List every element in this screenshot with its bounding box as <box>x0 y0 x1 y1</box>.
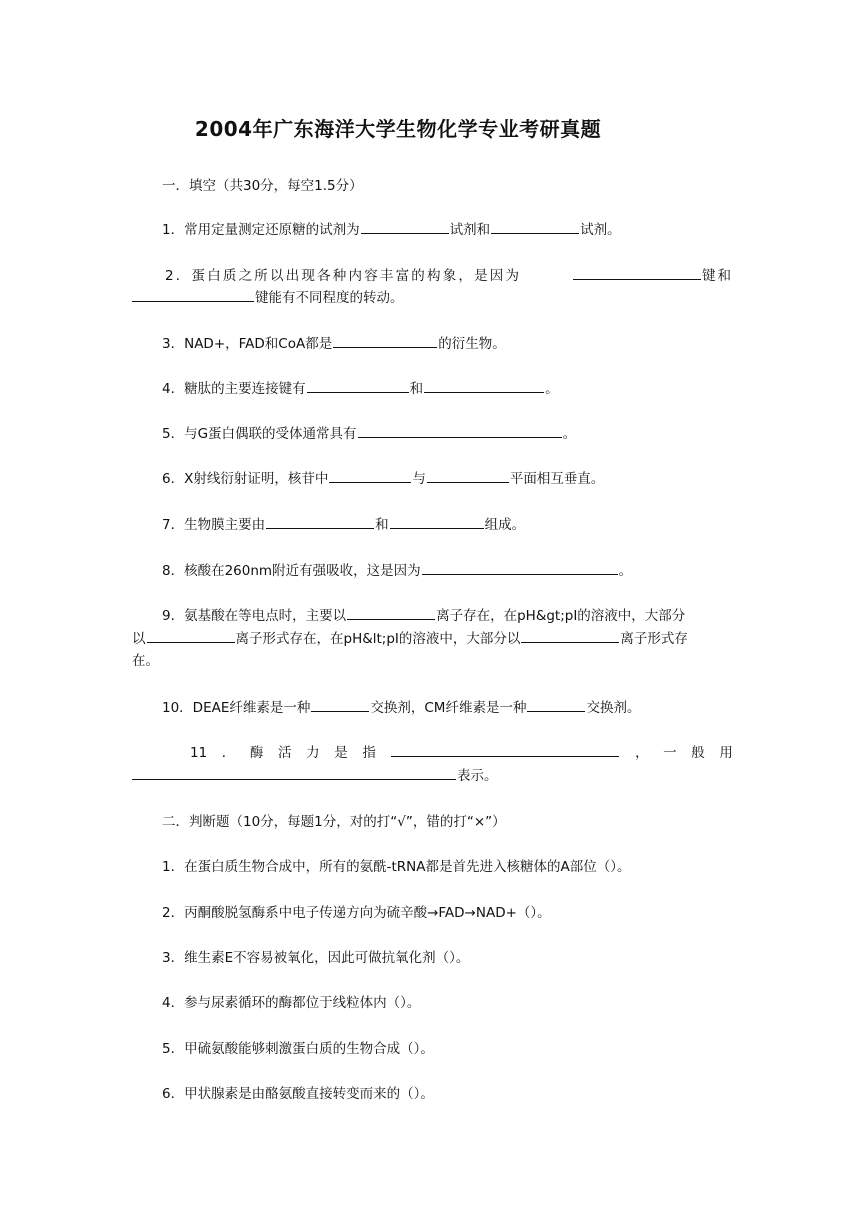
question-1-4 <box>132 378 763 400</box>
answer-blank <box>424 378 544 393</box>
section-2-header: 二．判断题（10分，每题1分，对的打“√”，错的打“×”） <box>162 814 506 830</box>
q11-word: 酶 <box>249 745 264 761</box>
q3-text-b: 的衍生物。 <box>438 336 506 352</box>
question-1-9 <box>132 605 733 627</box>
judge-item-5: 5．甲硫氨酸能够刺激蛋白质的生物合成（）。 <box>162 1041 434 1057</box>
q10-text-c: 交换剂。 <box>586 700 641 716</box>
q11-word: 一 <box>663 745 677 761</box>
q9-text-e: 离子形式存 <box>620 631 688 647</box>
q4-text-c: 。 <box>545 381 559 397</box>
answer-blank <box>527 697 585 712</box>
q8-text-a: 8．核酸在260nm附近有强吸收，这是因为 <box>162 563 421 579</box>
q6-text-a: 6．X射线衍射证明，核苷中 <box>162 471 329 487</box>
answer-blank <box>391 742 619 757</box>
answer-blank <box>573 265 701 280</box>
question-1-7 <box>132 514 763 536</box>
answer-blank <box>132 287 254 302</box>
question-1-11-cont <box>132 765 733 787</box>
judge-item-2: 2．丙酮酸脱氢酶系中电子传递方向为硫辛酸→FAD→NAD+（）。 <box>162 905 551 921</box>
q11-comma: ， <box>635 745 649 761</box>
judge-item-4: 4．参与尿素循环的酶都位于线粒体内（）。 <box>162 995 421 1011</box>
question-1-3 <box>132 333 763 355</box>
answer-blank <box>422 560 618 575</box>
answer-blank <box>329 468 411 483</box>
question-1-2 <box>132 265 733 287</box>
answer-blank <box>311 697 369 712</box>
q11-word: 指 <box>362 745 376 761</box>
q11-num: 11 <box>190 745 208 761</box>
q8-text-b: 。 <box>618 563 633 579</box>
q11-word: 力 <box>306 745 320 761</box>
question-1-9-cont <box>132 628 733 650</box>
answer-blank <box>307 378 409 393</box>
answer-blank <box>147 628 235 643</box>
q11-text-end: 表示。 <box>457 768 498 784</box>
judge-item-6: 6．甲状腺素是由酪氨酸直接转变而来的（）。 <box>162 1086 434 1102</box>
q1-text-c: 试剂。 <box>580 222 621 238</box>
answer-blank <box>333 333 437 348</box>
page-title: 2004年广东海洋大学生物化学专业考研真题 <box>194 117 602 141</box>
q7-text-c: 组成。 <box>484 517 526 533</box>
q11-word: 用 <box>719 745 733 761</box>
q1-text-a: 1．常用定量测定还原糖的试剂为 <box>162 222 360 238</box>
question-1-9-cont2: 在。 <box>132 653 159 669</box>
question-1-1 <box>132 219 763 241</box>
q4-text-b: 和 <box>409 381 424 397</box>
judge-item-1: 1．在蛋白质生物合成中，所有的氨酰-tRNA都是首先进入核糖体的A部位（）。 <box>162 859 631 875</box>
question-1-8 <box>132 560 763 582</box>
answer-blank <box>491 219 579 234</box>
answer-blank <box>347 605 435 620</box>
answer-blank <box>390 514 484 529</box>
question-1-10 <box>132 697 763 719</box>
question-1-5 <box>132 423 763 445</box>
q10-text-b: 交换剂，CM纤维素是一种 <box>370 700 527 716</box>
answer-blank <box>132 765 456 780</box>
q3-text-a: 3．NAD+，FAD和CoA都是 <box>162 336 333 352</box>
q9-text-a: 9．氨基酸在等电点时，主要以 <box>162 608 347 624</box>
q11-word: 是 <box>334 745 348 761</box>
q9-text-b: 离子存在，在pH&gt;pI的溶液中，大部分 <box>436 608 686 624</box>
judge-item-3: 3．维生素E不容易被氧化，因此可做抗氧化剂（）。 <box>162 950 470 966</box>
q11-word: 活 <box>278 745 292 761</box>
question-1-6 <box>132 468 763 490</box>
answer-blank <box>266 514 374 529</box>
q4-text-a: 4．糖肽的主要连接键有 <box>162 381 306 397</box>
q5-text-a: 5．与G蛋白偶联的受体通常具有 <box>162 426 357 442</box>
question-1-2-cont <box>132 287 733 309</box>
q10-text-a: 10．DEAE纤维素是一种 <box>162 700 311 716</box>
q5-text-b: 。 <box>562 426 577 442</box>
question-1-11 <box>132 742 733 764</box>
answer-blank <box>427 468 509 483</box>
answer-blank <box>361 219 449 234</box>
q6-text-b: 与 <box>412 471 426 487</box>
q2-text-c: 键能有不同程度的转动。 <box>255 290 404 306</box>
q9-text-c: 以 <box>132 631 146 647</box>
q11-word: 般 <box>691 745 705 761</box>
answer-blank <box>521 628 619 643</box>
q9-text-d: 离子形式存在，在pH&lt;pI的溶液中，大部分以 <box>235 631 521 647</box>
answer-blank <box>358 423 562 438</box>
q7-text-b: 和 <box>375 517 389 533</box>
q6-text-c: 平面相互垂直。 <box>509 471 605 487</box>
q2-text-a: 2．蛋白质之所以出现各种内容丰富的构象，是因为 <box>165 268 522 284</box>
q11-dot: ． <box>221 745 236 761</box>
q7-text-a: 7．生物膜主要由 <box>162 517 266 533</box>
section-1-header: 一．填空（共30分，每空1.5分） <box>162 178 363 194</box>
q2-text-b: 键和 <box>702 268 733 284</box>
q1-text-b: 试剂和 <box>449 222 491 238</box>
